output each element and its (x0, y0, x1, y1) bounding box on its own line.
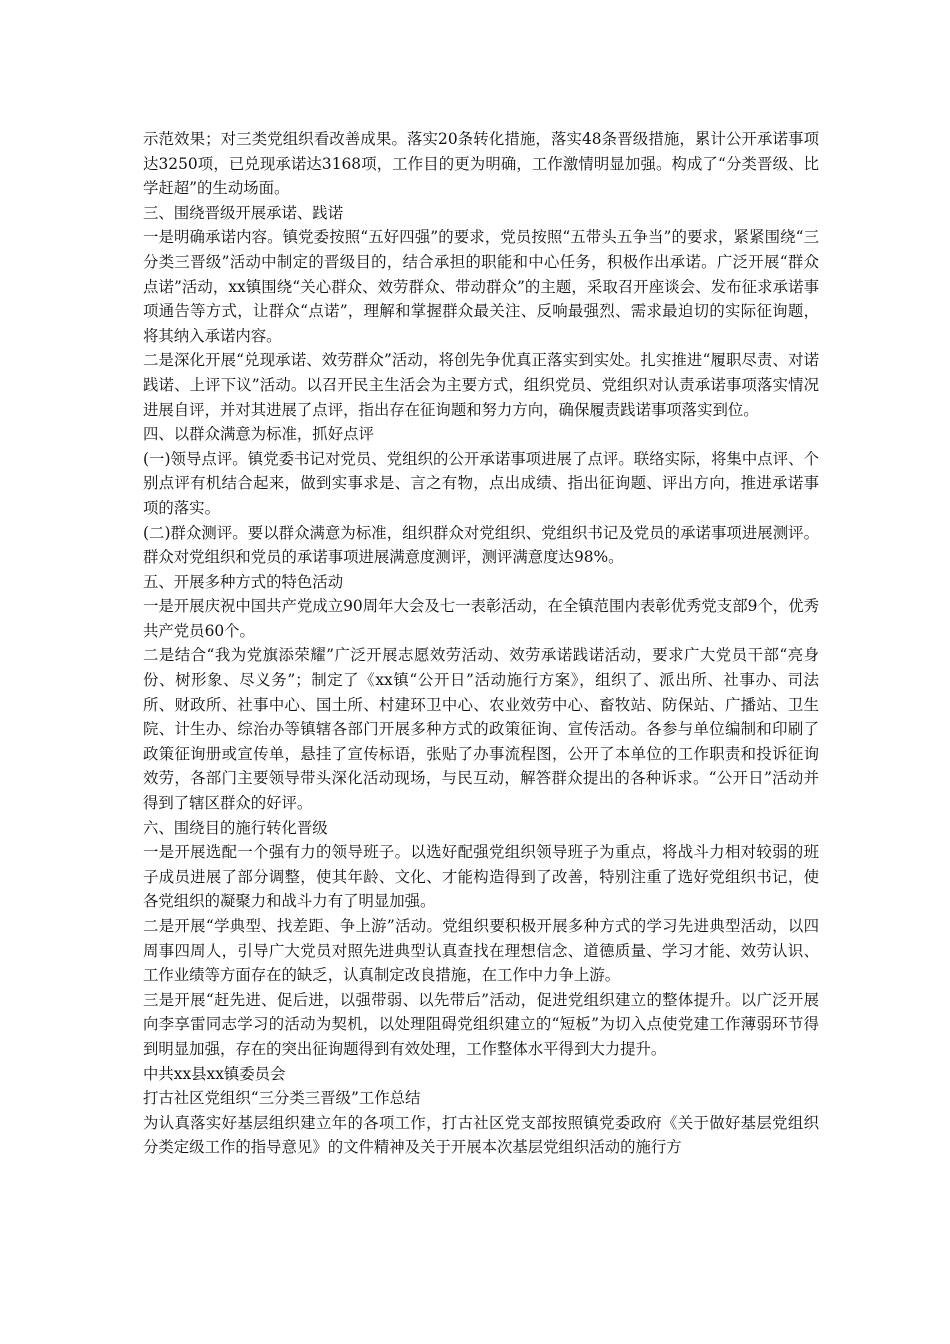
section-heading: 六、围绕目的施行转化晋级 (143, 818, 328, 837)
section-heading: 四、以群众满意为标准，抓好点评 (143, 425, 374, 444)
signature-line: 中共xx县xx镇委员会 (143, 1064, 286, 1083)
section-heading: 五、开展多种方式的特色活动 (143, 572, 344, 591)
body-paragraph: 一是开展庆祝中国共产党成立90周年大会及七一表彰活动，在全镇范围内表彰优秀党支部9个，优秀共产党员60个。 (143, 597, 819, 640)
body-paragraph: 一是明确承诺内容。镇党委按照“五好四强”的要求，党员按照“五带头五争当”的要求，紧紧围绕“三分类三晋级”活动中制定的晋级目的，结合承担的职能和中心任务，积极作出承诺。广泛开展“群众点诺”活动，xx镇围绕“关心群众、效劳群众、带动群众”的主题，采取召开座谈会、发布征求承诺事项通告等方式，让群众“点诺”，理解和掌握群众最关注、反响最强烈、需求最迫切的实际征询题，将其纳入承诺内容。 (143, 228, 819, 345)
body-paragraph: 二是开展“学典型、找差距、争上游”活动。党组织要积极开展多种方式的学习先进典型活动，以四周事四周人，引导广大党员对照先进典型认真查找在理想信念、道德质量、学习才能、效劳认识、工作业绩等方面存在的缺乏，认真制定改良措施，在工作中力争上游。 (143, 917, 819, 985)
body-paragraph: 为认真落实好基层组织建立年的各项工作，打古社区党支部按照镇党委政府《关于做好基层党组织分类定级工作的指导意见》的文件精神及关于开展本次基层党组织活动的施行方 (143, 1113, 819, 1157)
body-paragraph: (二)群众测评。要以群众满意为标准，组织群众对党组织、党组织书记及党员的承诺事项进展测评。群众对党组织和党员的承诺事项进展满意度测评，测评满意度达98%。 (143, 523, 819, 567)
body-paragraph: 一是开展选配一个强有力的领导班子。以选好配强党组织领导班子为重点，将战斗力相对较弱的班子成员进展了部分调整，使其年龄、文化、才能构造得到了改善，特别注重了选好党组织书记，使各党组织的凝聚力和战斗力有了明显加强。 (143, 843, 819, 911)
body-paragraph: 三是开展“赶先进、促后进，以强带弱、以先带后”活动，促进党组织建立的整体提升。以广泛开展向李享雷同志学习的活动为契机，以处理阻碍党组织建立的“短板”为切入点使党建工作薄弱环节得到明显加强，存在的突出征询题得到有效处理，工作整体水平得到大力提升。 (143, 990, 819, 1058)
body-paragraph: 二是结合“我为党旗添荣耀”广泛开展志愿效劳活动、效劳承诺践诺活动，要求广大党员干部“亮身份、树形象、尽义务”；制定了《xx镇“公开日”活动施行方案》，组织了、派出所、社事办、司法所、财政所、社事中心、国土所、村建环卫中心、农业效劳中心、畜牧站、防保站、广播站、卫生院、计生办、综治办等镇辖各部门开展多种方式的政策征询、宣传活动。各参与单位编制和印刷了政策征询册或宣传单，悬挂了宣传标语，张贴了办事流程图，公开了本单位的工作职责和投诉征询效劳，各部门主要领导带头深化活动现场，与民互动，解答群众提出的各种诉求。“公开日”活动并得到了辖区群众的好评。 (143, 646, 819, 813)
document-body (143, 127, 819, 1160)
section-heading: 三、围绕晋级开展承诺、践诺 (143, 203, 344, 222)
document-title: 打古社区党组织“三分类三晋级”工作总结 (143, 1089, 421, 1108)
body-paragraph: 示范效果；对三类党组织看改善成果。落实20条转化措施，落实48条晋级措施，累计公开承诺事项达3250项，已兑现承诺达3168项，工作目的更为明确，工作激情明显加强。构成了“分类晋级、比学赶超”的生动场面。 (143, 130, 819, 198)
body-paragraph: 二是深化开展“兑现承诺、效劳群众”活动，将创先争优真正落实到实处。扎实推进“履职尽责、对诺践诺、上评下议”活动。以召开民主生活会为主要方式，组织党员、党组织对认责承诺事项落实情况进展自评，并对其进展了点评，指出存在征询题和努力方向，确保履责践诺事项落实到位。 (143, 351, 819, 419)
body-paragraph: (一)领导点评。镇党委书记对党员、党组织的公开承诺事项进展了点评。联络实际，将集中点评、个别点评有机结合起来，做到实事求是、言之有物，点出成绩、指出征询题、评出方向，推进承诺事项的落实。 (143, 449, 819, 517)
